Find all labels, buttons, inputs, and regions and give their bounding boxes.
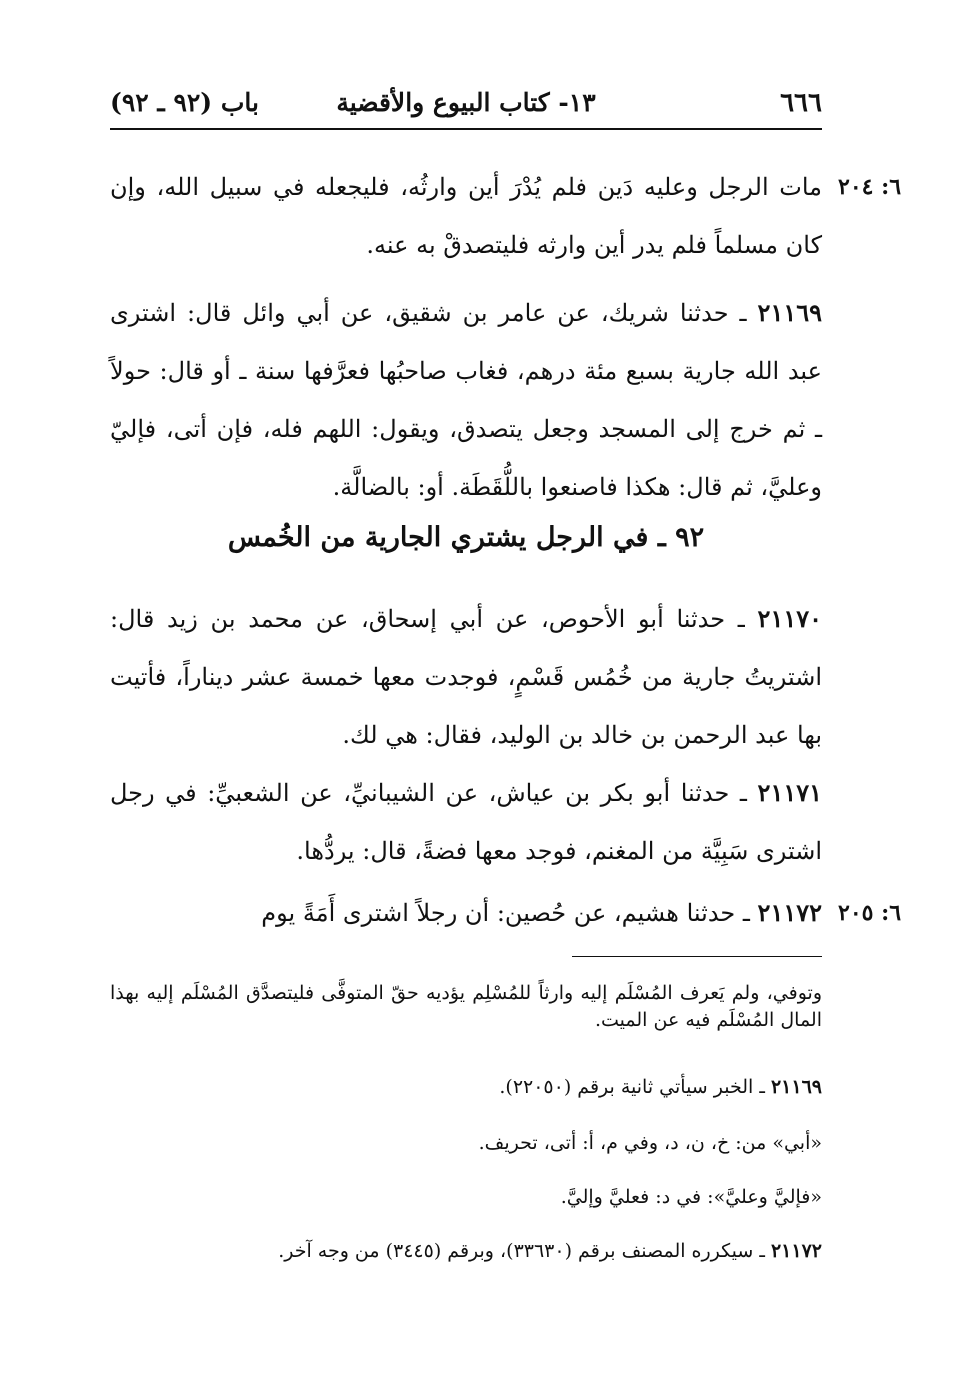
- hadith-text: ـ حدثنا أبو بكر بن عياش، عن الشيبانيِّ، عن الشعبيِّ: في رجل اشترى سَبِيَّة من المغنم، فوجد معها فضةً، قال: يردُّها.: [110, 779, 822, 865]
- footnote-text: ـ الخبر سيأتي ثانية برقم (٢٢٠٥٠).: [499, 1076, 771, 1098]
- footnote-21169: [110, 1072, 822, 1102]
- hadith-21172: [110, 884, 822, 942]
- hadith-text: ـ حدثنا أبو الأحوص، عن أبي إسحاق، عن محمد بن زيد قال: اشتريتُ جارية من خُمُس قَسْمٍ، فوجدت معها خمسة عشر ديناراً، فأتيت بها عبد الرحمن بن خالد بن الوليد، فقال: هي لك.: [110, 605, 822, 749]
- book-title: ١٣- كتاب البيوع والأقضية: [336, 88, 596, 117]
- page-number: ٦٦٦: [780, 88, 822, 118]
- chapter-range: باب (٩٢ ـ ٩٢): [110, 88, 259, 117]
- margin-ref-205: ٦: ٢٠٥: [838, 900, 902, 926]
- hadith-21171: [110, 764, 822, 880]
- hadith-21170: [110, 590, 822, 764]
- footnote-abi: «أبي» من: خ، ن، د، وفي م، أ: أتى، تحريف.: [478, 1132, 822, 1154]
- hadith-text: ـ حدثنا هشيم، عن حُصين: أن رجلاً اشترى أَمَةً يوم: [261, 899, 758, 927]
- footnote-number: ٢١١٧٢: [770, 1240, 822, 1262]
- footnote-text: ـ سيكرره المصنف برقم (٣٣٦٣٠)، وبرقم (٣٤٤٥) من وجه آخر.: [278, 1240, 771, 1262]
- footnote-divider: [572, 956, 822, 957]
- footnote-continuation: وتوفي، ولم يَعرف المُسْلَم إليه وارثاً للمُسْلِم يؤديه حقّ المتوفَّى فليتصدَّق المُسْلَم إليه بهذا المال المُسْلَم فيه عن الميت.: [110, 982, 822, 1031]
- chapter-heading: ٩٢ ـ في الرجل يشتري الجارية من الخُمس: [227, 522, 705, 553]
- intro-paragraph: مات الرجل وعليه دَين فلم يُدْرَ أين وارثُه، فليجعله في سبيل الله، وإن كان مسلماً فلم يدر أين وارثه فليتصدقْ به عنه.: [110, 173, 822, 259]
- footnote-21172: [110, 1236, 822, 1266]
- footnote-number: ٢١١٦٩: [770, 1076, 822, 1098]
- hadith-number: ٢١١٧٢: [757, 898, 822, 927]
- hadith-number: ٢١١٧٠: [757, 604, 822, 633]
- page-header: [110, 84, 822, 124]
- hadith-21169: [110, 284, 822, 516]
- footnote-faliyya: «فإليَّ وعليَّ»: في د: فعليَّ وإليَّ.: [560, 1186, 822, 1208]
- header-divider: [110, 128, 822, 130]
- hadith-number: ٢١١٦٩: [757, 298, 822, 327]
- hadith-number: ٢١١٧١: [757, 778, 822, 807]
- hadith-text: ـ حدثنا شريك، عن عامر بن شقيق، عن أبي وائل قال: اشترى عبد الله جارية بسبع مئة درهم، فغاب صاحبُها فعرَّفها سنة ـ أو قال: حولاً ـ ثم خرج إلى المسجد وجعل يتصدق، ويقول: اللهم فله، فإن أتى، فإليّ وعليَّ، ثم قال: هكذا فاصنعوا باللُّقَطَة. أو: بالضالَّة.: [110, 299, 822, 501]
- margin-ref-204: ٦: ٢٠٤: [838, 174, 902, 200]
